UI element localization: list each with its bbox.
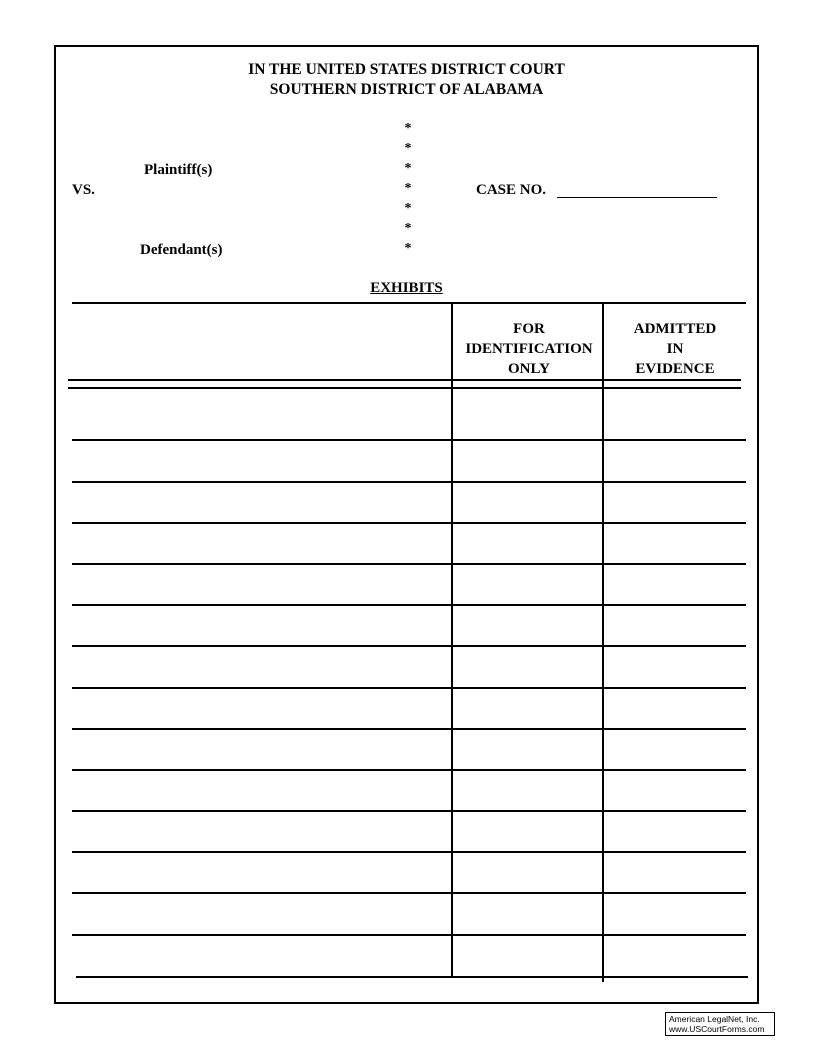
table-row-rule[interactable] [72, 439, 746, 441]
table-row-rule[interactable] [72, 810, 746, 812]
caption-asterisk-column [401, 119, 415, 259]
caption-asterisk: * [404, 121, 412, 136]
caption-asterisk: * [404, 241, 412, 256]
table-top-rule [72, 302, 746, 304]
table-row-rule[interactable] [72, 851, 746, 853]
table-row-rule[interactable] [72, 604, 746, 606]
col-header-admitted-line: EVIDENCE [635, 361, 715, 377]
col-header-identification-line: ONLY [508, 361, 550, 377]
table-bottom-rule [76, 976, 748, 978]
table-row-rule[interactable] [72, 892, 746, 894]
court-name: IN THE UNITED STATES DISTRICT COURT [248, 61, 565, 78]
header-double-rule [68, 387, 741, 389]
table-row-rule[interactable] [72, 563, 746, 565]
col-header-identification [455, 319, 603, 379]
caption-asterisk: * [404, 161, 412, 176]
header-double-rule [68, 379, 741, 381]
publisher-name: American LegalNet, Inc. [669, 1014, 760, 1024]
defendant-label: Defendant(s) [140, 242, 223, 258]
caption-asterisk: * [404, 181, 412, 196]
table-row-rule[interactable] [72, 934, 746, 936]
exhibits-title: EXHIBITS [370, 280, 443, 296]
caption-asterisk: * [404, 221, 412, 236]
table-row-rule[interactable] [72, 728, 746, 730]
district-name: SOUTHERN DISTRICT OF ALABAMA [269, 81, 544, 98]
column-divider-right [602, 303, 604, 982]
col-header-admitted-line: ADMITTED [633, 321, 717, 337]
table-row-rule[interactable] [72, 645, 746, 647]
table-row-rule[interactable] [72, 481, 746, 483]
table-row-rule[interactable] [72, 522, 746, 524]
case-no-field[interactable] [557, 197, 717, 198]
caption-asterisk: * [404, 141, 412, 156]
plaintiff-label: Plaintiff(s) [144, 162, 213, 178]
col-header-identification-line: FOR [513, 321, 545, 337]
col-header-admitted-line: IN [666, 341, 684, 357]
column-divider-left [451, 303, 453, 978]
col-header-admitted [604, 319, 746, 379]
table-row-rule[interactable] [72, 769, 746, 771]
table-row-rule[interactable] [72, 687, 746, 689]
court-header [54, 60, 759, 100]
vs-label: VS. [72, 182, 95, 198]
publisher-website[interactable]: www.USCourtForms.com [669, 1024, 765, 1034]
case-no-label: CASE NO. [476, 182, 547, 198]
col-header-identification-line: IDENTIFICATION [465, 341, 593, 357]
caption-asterisk: * [404, 201, 412, 216]
publisher-footer [665, 1012, 775, 1036]
